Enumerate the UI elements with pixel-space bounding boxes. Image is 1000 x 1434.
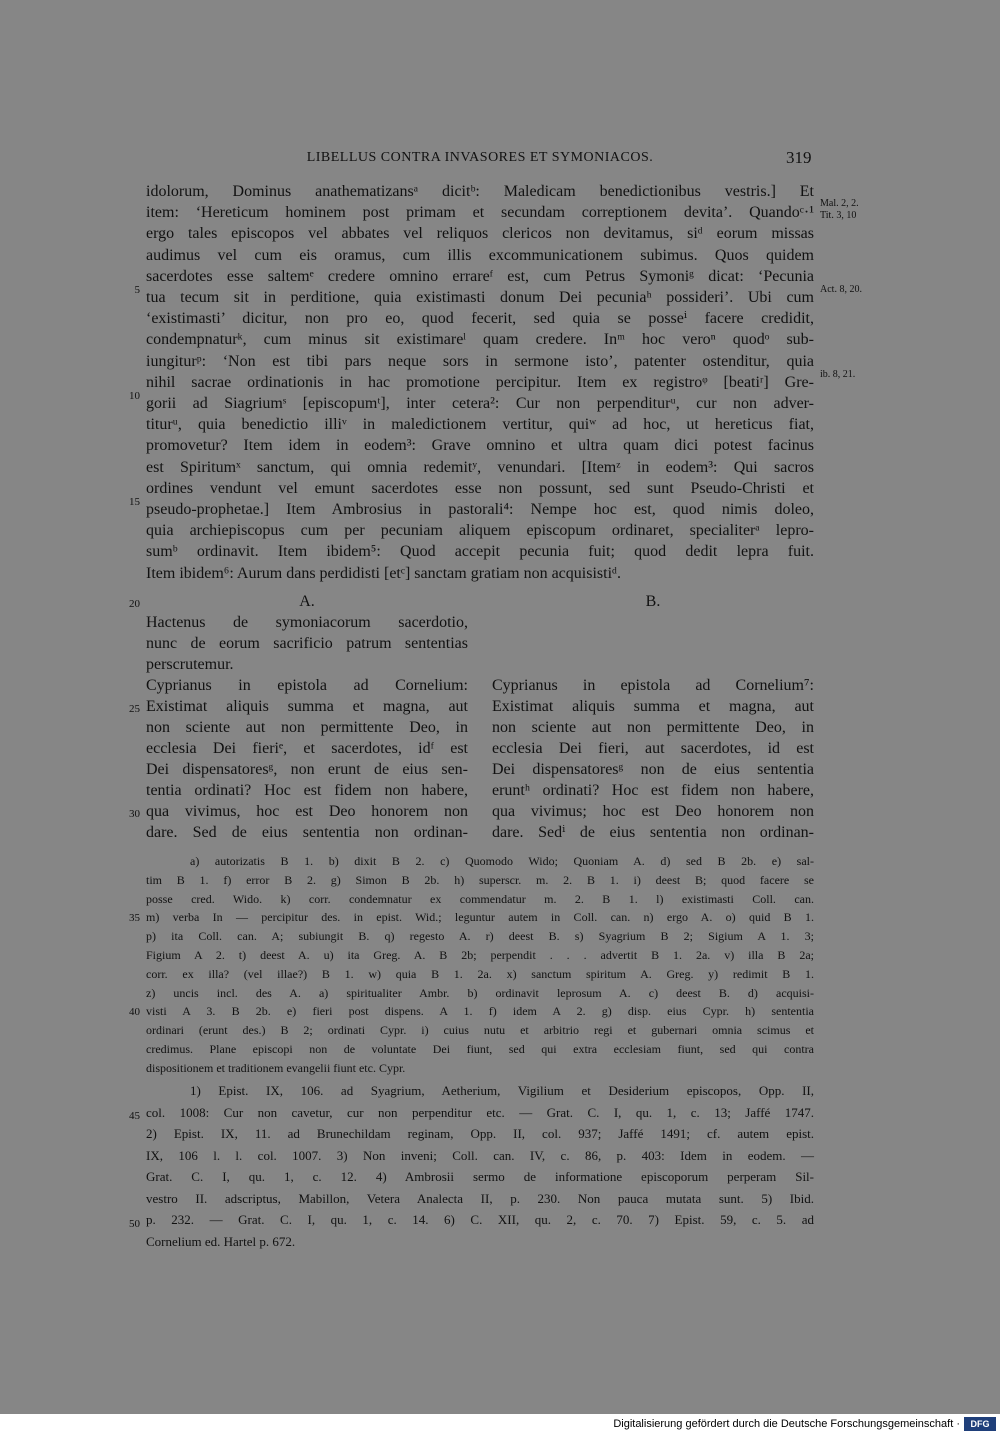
text-line: gorii ad Siagriumˢ [episcopumᵗ], inter cetera²: Cur non perpenditurᵘ, cur non adver- — [146, 395, 814, 413]
line-number: 20 — [129, 598, 140, 610]
source-line: col. 1008: Cur non cavetur, cur non perpenditur etc. — Grat. C. I, qu. 1, c. 13; Jaffé 1747. — [146, 1104, 814, 1120]
column-line: Existimat aliquis summa et magna, aut — [492, 698, 814, 715]
text-line: audimus vel cum eis oramus, cum illis excommunicationem subimus. Quos quidem — [146, 246, 814, 264]
column-line: ecclesia Dei fieriᵉ, et sacerdotes, idᶠ est — [146, 740, 468, 757]
text-line: ergo tales episcopos vel abbates vel reliquos clericos non devitamus, siᵈ eorum missas — [146, 225, 814, 243]
line-number: 15 — [129, 496, 140, 508]
text-line: idolorum, Dominus anathematizansᵃ dicitᵇ: Maledicam benedictionibus vestris.] Et — [146, 183, 814, 200]
text-line: item: ‘Hereticum hominem post primam et secundam correptionem devita’. Quandoᶜ·¹ — [146, 204, 814, 222]
apparatus-line: p) ita Coll. can. A; subiungit B. q) regesto A. r) deest B. s) Syagrium B 2; Sigium A 1. 3; — [146, 929, 814, 944]
apparatus-line: posse cred. Wido. k) corr. condemnatur ex commendatur m. 2. B 1. l) existimasti Coll. can. — [146, 891, 814, 906]
line-number: 40 — [129, 1006, 140, 1018]
line-number: 10 — [129, 390, 140, 402]
text-line: titurᵘ, quia benedictio illiᵛ in maledictionem vertitur, quiʷ ad hoc, ut hereticus fiat, — [146, 416, 814, 434]
text-line: est Spiritumˣ sanctum, qui omnia redemitʸ, venundari. [Itemᶻ in eodem³: Qui sacros — [146, 458, 814, 476]
source-line: IX, 106 l. l. col. 1007. 3) Non inveni; Coll. can. IV, c. 86, p. 403: Idem in eodem. — — [146, 1147, 814, 1163]
text-line: iungiturᵖ: ‘Non est tibi pars neque sors in sermone isto’, patenter ostenditur, quia — [146, 352, 814, 370]
column-b — [492, 591, 814, 843]
column-heading: A. — [299, 593, 315, 610]
text-line: Item ibidem⁶: Aurum dans perdidisti [etᶜ] sanctam gratiam non acquisistiᵈ. — [146, 564, 621, 582]
column-line: Hactenus de symoniacorum sacerdotio, — [146, 614, 468, 631]
running-header: LIBELLUS CONTRA INVASORES ET SYMONIACOS. — [306, 150, 654, 165]
column-line: non sciente aut non permittente Deo, in — [492, 719, 814, 736]
column-line: qua vivimus; hoc est Deo honorem non — [492, 803, 814, 820]
column-line: dare. Sed de eius sententia non ordinan- — [146, 824, 468, 841]
column-line: non sciente aut non permittente Deo, in — [146, 719, 468, 736]
column-line: Existimat aliquis summa et magna, aut — [146, 698, 468, 715]
column-line: Dei dispensatoresᵍ, non erunt de eius sen- — [146, 761, 468, 778]
apparatus-line: Figium A 2. t) deest A. u) ita Greg. A. B 2b; perpendit . . . advertit B 1. 2a. v) illa B 2a; — [146, 947, 814, 962]
text-line: pseudo-prophetae.] Item Ambrosius in pastorali⁴: Nempe hoc est, quod nimis doleo, — [146, 501, 814, 519]
dfg-logo: DFG — [964, 1417, 996, 1431]
text-line: condempnaturᵏ, cum minus sit existimareˡ quam credere. Inᵐ hoc veroⁿ quodᵒ sub- — [146, 331, 814, 349]
text-line: promovetur? Item idem in eodem³: Grave omnino et ultra quam dici potest facinus — [146, 437, 814, 455]
funding-text: Digitalisierung gefördert durch die Deutsche Forschungsgemeinschaft · — [613, 1418, 960, 1430]
source-line: 2) Epist. IX, 11. ad Brunechildam reginam, Opp. II, col. 937; Jaffé 1491; cf. autem epist. — [146, 1126, 814, 1141]
text-line: nihil sacrae ordinationis in hac promotione percipitur. Item ex registroᵠ [beatiʳ] Gre- — [146, 373, 814, 391]
apparatus-line: tim B 1. f) error B 2. g) Simon B 2b. h) superscr. m. 2. B 1. i) deest B; quod facere se — [146, 872, 814, 887]
text-line: ordines vendunt vel emunt sacerdotes esse non possunt, sed sunt Pseudo-Christi et — [146, 479, 814, 497]
line-number: 35 — [129, 912, 140, 924]
column-line: tentia ordinati? Hoc est fidem non habere, — [146, 782, 468, 799]
marginal-reference: ib. 8, 21. — [820, 369, 856, 380]
critical-apparatus — [146, 852, 814, 1078]
apparatus-line: corr. ex illa? (vel illae?) B 1. w) quia B 1. 2a. x) sanctum spiritum A. Greg. y) redimit B 1. — [146, 966, 814, 981]
line-number: 45 — [129, 1110, 140, 1122]
marginal-reference: Act. 8, 20. — [820, 284, 862, 295]
apparatus-line: m) verba In — percipitur des. in epist. Wid.; leguntur autem in Coll. can. n) ergo A. o) quid B 1. — [146, 910, 814, 925]
apparatus-line: z) uncis incl. des A. a) spiritualiter Ambr. b) ordinavit leprosum A. c) deest B. d) acquisi- — [146, 985, 814, 1000]
text-line: quia archiepiscopus cum per pecuniam aliquem episcopum ordinaret, specialiterᵃ lepro- — [146, 522, 814, 540]
line-number: 30 — [129, 808, 140, 820]
funding-footer — [0, 1414, 1000, 1434]
source-line: p. 232. — Grat. C. I, qu. 1, c. 14. 6) C. XII, qu. 2, c. 70. 7) Epist. 59, c. 5. ad — [146, 1212, 814, 1227]
column-heading: B. — [645, 593, 661, 610]
apparatus-line: ordinari (erunt des.) B 2; ordinati Cypr. i) cuius nutu et arbitrio regi et gubernari omnia scimus et — [146, 1023, 814, 1038]
text-line: ‘existimasti’ dicitur, non pro eo, quod fecerit, sed quia se posseⁱ facere credidit, — [146, 310, 814, 328]
line-number: 50 — [129, 1218, 140, 1230]
column-line: perscrutemur. — [146, 656, 234, 673]
source-line: Grat. C. I, qu. 1, c. 12. 4) Ambrosii sermo de informatione episcoporum perperam Sil- — [146, 1169, 814, 1184]
column-line: qua vivimus, hoc est Deo honorem non — [146, 803, 468, 820]
main-text-block — [146, 181, 814, 584]
marginal-reference: Tit. 3, 10 — [820, 210, 857, 221]
page-number: 319 — [786, 148, 812, 167]
apparatus-line: dispositionem et traditionem evangelii fiunt etc. Cypr. — [146, 1060, 406, 1075]
column-a — [146, 591, 468, 843]
column-line: eruntʰ ordinati? Hoc est fidem non habere, — [492, 782, 814, 799]
text-line: sacerdotes esse saltemᵉ credere omnino errareᶠ est, cum Petrus Symoniᵍ dicat: ‘Pecunia — [146, 267, 814, 285]
line-number: 25 — [129, 703, 140, 715]
line-number: 5 — [134, 284, 140, 296]
column-line: nunc de eorum sacrificio patrum sententias — [146, 635, 468, 652]
column-line: dare. Sedⁱ de eius sententia non ordinan- — [492, 824, 814, 841]
column-line: Dei dispensatoresᵍ non de eius sententia — [492, 761, 814, 778]
column-line: Cyprianus in epistola ad Cornelium⁷: — [492, 677, 814, 694]
text-line: tua tecum sit in perditione, quia existimasti donum Dei pecuniaʰ possideri’. Ubi cum — [146, 289, 814, 307]
source-notes — [146, 1080, 814, 1252]
marginal-reference: Mal. 2, 2. — [820, 198, 859, 209]
column-line: Cyprianus in epistola ad Cornelium: — [146, 677, 468, 694]
source-line: vestro II. adscriptus, Mabillon, Vetera Analecta II, p. 230. Non pauca mutata sunt. 5) Ibid. — [146, 1190, 814, 1206]
source-line: 1) Epist. IX, 106. ad Syagrium, Aetherium, Vigilium et Desiderium episcopos, Opp. II, — [190, 1083, 814, 1098]
apparatus-line: a) autorizatis B 1. b) dixit B 2. c) Quomodo Wido; Quoniam A. d) sed B 2b. e) sal- — [190, 854, 814, 868]
column-line: ecclesia Dei fieri, aut sacerdotes, id est — [492, 740, 814, 757]
apparatus-line: credimus. Plane episcopi non de voluntate Dei fiunt, sed qui extra ecclesiam fiunt, sed qui contra — [146, 1041, 814, 1056]
source-line: Cornelium ed. Hartel p. 672. — [146, 1233, 296, 1249]
apparatus-line: visti A 3. B 2b. e) fieri post dispens. A 1. f) idem A 2. g) disp. eius Cypr. h) sententia — [146, 1004, 814, 1019]
text-line: sumᵇ ordinavit. Item ibidem⁵: Quod accepit pecunia fuit; quod dedit lepra fuit. — [146, 543, 814, 561]
